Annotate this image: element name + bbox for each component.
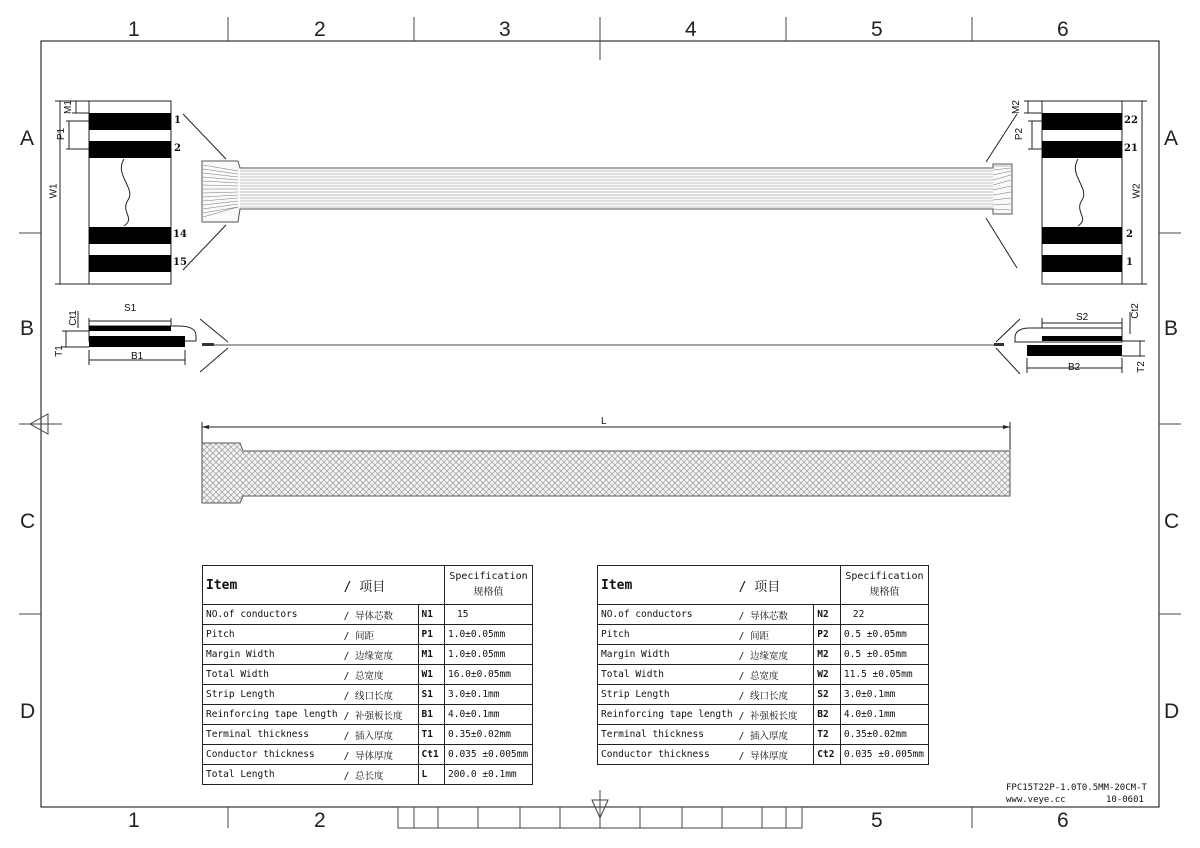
table-row: Margin Width / 边缘宽度 M1 1.0±0.05mm (203, 645, 533, 665)
pin-label-right-1: 1 (1126, 257, 1133, 268)
header-item-cn: / 项目 (343, 579, 386, 595)
zone-row-c-right: C (1164, 510, 1180, 533)
table-row: Pitch / 间距 P2 0.5 ±0.05mm (598, 625, 929, 645)
zone-row-c-left: C (20, 510, 36, 533)
pin-label-left-1: 1 (174, 115, 181, 126)
part-number: FPC15T22P-1.0T0.5MM-20CM-T (1006, 783, 1147, 793)
header-spec-cn: 规格值 (869, 587, 900, 598)
pin-label-right-22: 22 (1124, 115, 1138, 126)
centering-mark-bottom (592, 790, 608, 828)
table-row: NO.of conductors / 导体芯数 N1 15 (203, 605, 533, 625)
table-row: Margin Width / 边缘宽度 M2 0.5 ±0.05mm (598, 645, 929, 665)
header-spec-cn: 规格值 (473, 587, 504, 598)
zone-col-1-bottom: 1 (128, 809, 140, 832)
table-row: Total Width / 总宽度 W2 11.5 ±0.05mm (598, 665, 929, 685)
dim-t2: T2 (1135, 361, 1147, 373)
table-row: Strip Length / 线口长度 S2 3.0±0.1mm (598, 685, 929, 705)
zone-col-5-bottom: 5 (871, 809, 883, 832)
dim-b2: B2 (1068, 362, 1081, 373)
zone-col-6-bottom: 6 (1057, 809, 1069, 832)
pin-label-right-21: 21 (1124, 143, 1138, 154)
dim-length: L (601, 416, 607, 427)
zone-col-6-top: 6 (1057, 18, 1069, 41)
zone-row-d-left: D (20, 700, 36, 723)
dim-ct1: Ct1 (67, 310, 79, 326)
header-spec-en: Specification (845, 571, 924, 582)
zone-row-b-left: B (20, 317, 35, 340)
table-row: Total Length / 总长度 L 200.0 ±0.1mm (203, 765, 533, 785)
fpc-bottom-view (202, 443, 1010, 503)
dim-s2: S2 (1076, 312, 1089, 323)
table-row: Conductor thickness / 导体厚度 Ct1 0.035 ±0.005mm (203, 745, 533, 765)
zone-col-2-top: 2 (314, 18, 326, 41)
dim-b1: B1 (131, 351, 144, 362)
zone-row-b-right: B (1164, 317, 1179, 340)
dim-m1: M1 (62, 100, 74, 114)
zone-col-2-bottom: 2 (314, 809, 326, 832)
pin-label-left-15: 15 (173, 257, 187, 268)
spec-table-right (597, 565, 929, 765)
pin-label-left-2: 2 (174, 143, 181, 154)
left-end-detail (55, 101, 171, 284)
left-side-detail (62, 311, 196, 365)
dim-p2: P2 (1014, 127, 1026, 141)
dim-p1: P1 (56, 127, 68, 141)
dim-w2: W2 (1131, 183, 1143, 199)
zone-col-5-top: 5 (871, 18, 883, 41)
table-row: Total Width / 总宽度 W1 16.0±0.05mm (203, 665, 533, 685)
header-spec-en: Specification (449, 571, 528, 582)
fpc-top-view (202, 161, 1012, 222)
dim-ct2: Ct2 (1129, 303, 1141, 319)
header-item: Item (206, 577, 238, 593)
header-item-cn: / 项目 (738, 579, 781, 595)
pin-label-left-14: 14 (173, 229, 187, 240)
zone-row-d-right: D (1164, 700, 1180, 723)
header-item: Item (601, 577, 633, 593)
table-row: Conductor thickness / 导体厚度 Ct2 0.035 ±0.005mm (598, 745, 929, 765)
dim-t1: T1 (53, 345, 65, 357)
dim-m2: M2 (1010, 100, 1022, 114)
table-row: Pitch / 间距 P1 1.0±0.05mm (203, 625, 533, 645)
spec-table-left (202, 565, 533, 785)
table-row: Terminal thickness / 插入厚度 T2 0.35±0.02mm (598, 725, 929, 745)
doc-code: 10-0601 (1106, 795, 1144, 805)
fpc-side-view (202, 343, 1004, 346)
table-row: Reinforcing tape length / 补强板长度 B1 4.0±0.1mm (203, 705, 533, 725)
zone-row-a-left: A (20, 127, 35, 150)
dim-w1: W1 (48, 183, 60, 199)
table-row: Terminal thickness / 插入厚度 T1 0.35±0.02mm (203, 725, 533, 745)
zone-col-4-top: 4 (685, 18, 697, 41)
pin-label-right-2: 2 (1126, 229, 1133, 240)
table-row: Strip Length / 线口长度 S1 3.0±0.1mm (203, 685, 533, 705)
zone-col-3-top: 3 (499, 18, 511, 41)
zone-col-1-top: 1 (128, 18, 140, 41)
table-row: NO.of conductors / 导体芯数 N2 22 (598, 605, 929, 625)
website: www.veye.cc (1006, 795, 1066, 805)
table-row: Reinforcing tape length / 补强板长度 B2 4.0±0.1mm (598, 705, 929, 725)
zone-row-a-right: A (1164, 127, 1179, 150)
dim-s1: S1 (124, 303, 137, 314)
